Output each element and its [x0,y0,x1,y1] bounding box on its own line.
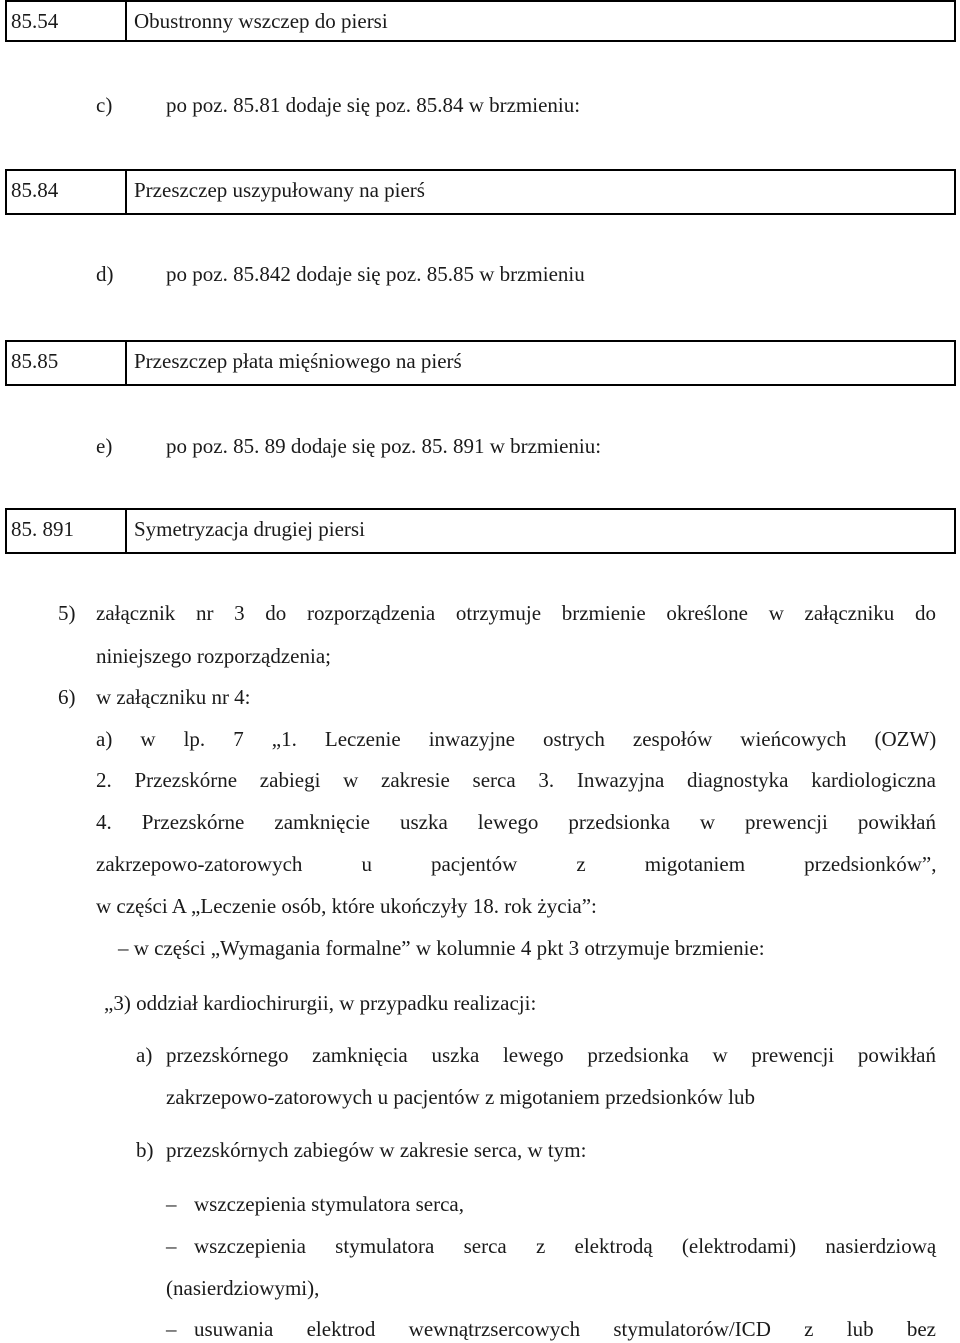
description-cell: Obustronny wszczep do piersi [134,9,388,33]
sub-text: przezskórnego zamknięcia uszka lewego przedsionka w prewencji powikłań [166,1043,936,1067]
description-cell: Symetryzacja drugiej piersi [134,517,365,541]
sub-marker: b) [136,1138,154,1162]
bullet-text: wszczepienia stymulatora serca z elektrodą (elektrodami) nasierdziową [194,1234,937,1258]
amendment-text: po poz. 85.842 dodaje się poz. 85.85 w brzmieniu [166,262,585,286]
point-text: w załączniku nr 4: [96,685,251,709]
dash-item: – w części „Wymagania formalne” w kolumnie 4 pkt 3 otrzymuje brzmienie: [118,936,765,960]
amendment-text: po poz. 85.81 dodaje się poz. 85.84 w brzmieniu: [166,93,581,117]
description-cell: Przeszczep płata mięśniowego na pierś [134,349,462,373]
code-cell: 85.84 [7,171,127,213]
paragraph-line: w części A „Leczenie osób, które ukończyły 18. rok życia”: [96,894,597,918]
sub-text: przezskórnych zabiegów w zakresie serca, w tym: [166,1138,587,1162]
code-cell: 85.85 [7,342,127,384]
sub-marker: a) [136,1043,153,1067]
code-row [5,169,956,215]
amendment-marker: e) [96,434,113,458]
amendment-text: po poz. 85. 89 dodaje się poz. 85. 891 w brzmieniu: [166,434,602,458]
bullet-text: (nasierdziowymi), [166,1276,320,1300]
code-cell: 85. 891 [7,510,127,552]
code-row [5,508,956,554]
code-cell: 85.54 [7,2,127,40]
sub-text: zakrzepowo-zatorowych u pacjentów z migotaniem przedsionków lub [166,1085,755,1109]
code-row [5,0,956,42]
point-marker: 5) [58,601,76,625]
paragraph-line: 2. Przezskórne zabiegi w zakresie serca 3. Inwazyjna diagnostyka kardiologiczna [96,768,936,792]
bullet-dash: – [166,1317,177,1341]
quote-intro: „3) oddział kardiochirurgii, w przypadku realizacji: [104,991,537,1015]
point-marker: 6) [58,685,76,709]
amendment-marker: c) [96,93,113,117]
bullet-text: wszczepienia stymulatora serca, [194,1192,464,1216]
amendment-marker: d) [96,262,114,286]
description-cell: Przeszczep uszypułowany na pierś [134,178,425,202]
paragraph-line: 4. Przezskórne zamknięcie uszka lewego przedsionka w prewencji powikłań [96,810,937,834]
point-text: załącznik nr 3 do rozporządzenia otrzymuje brzmienie określone w załączniku do [96,601,936,625]
bullet-dash: – [166,1234,177,1258]
paragraph-line: a) w lp. 7 „1. Leczenie inwazyjne ostrych zespołów wieńcowych (OZW) [96,727,937,751]
bullet-text: usuwania elektrod wewnątrzsercowych stymulatorów/ICD z lub bez [194,1317,936,1341]
bullet-dash: – [166,1192,177,1216]
point-text: niniejszego rozporządzenia; [96,644,331,668]
code-row [5,340,956,386]
paragraph-line: zakrzepowo-zatorowych u pacjentów z migotaniem przedsionków”, [96,852,937,876]
